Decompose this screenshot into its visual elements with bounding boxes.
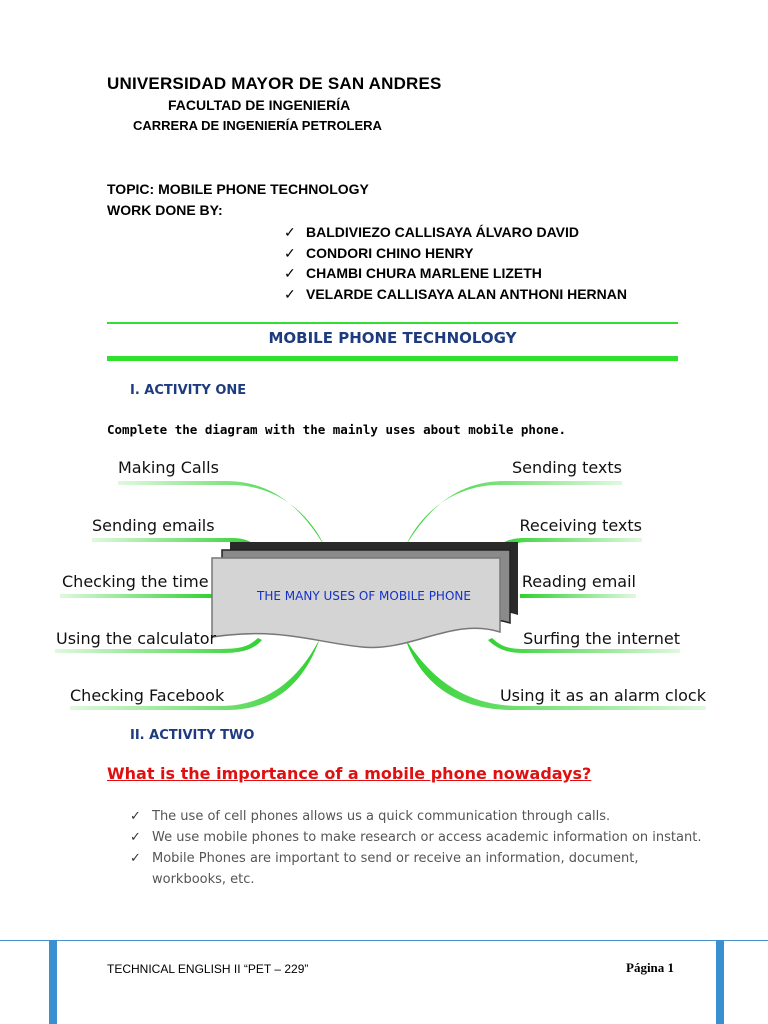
branch-reading-email — [520, 594, 636, 598]
author-item — [284, 263, 627, 284]
activity-two-heading: II. ACTIVITY TWO — [130, 728, 255, 743]
author-name: BALDIVIEZO CALLISAYA ÁLVARO DAVID — [306, 224, 580, 240]
label-making-calls: Making Calls — [118, 458, 219, 477]
check-icon: ✓ — [284, 265, 296, 281]
author-item — [284, 243, 627, 264]
label-using-calculator: Using the calculator — [56, 629, 217, 648]
mind-map-diagram — [0, 450, 768, 725]
check-icon: ✓ — [284, 244, 296, 261]
work-done-by-label: WORK DONE BY: — [107, 202, 223, 218]
activity-one-instruction: Complete the diagram with the mainly uses about mobile phone. — [107, 422, 567, 437]
university-name: UNIVERSIDAD MAYOR DE SAN ANDRES — [107, 74, 442, 93]
label-sending-texts: Sending texts — [511, 458, 622, 477]
check-icon: ✓ — [284, 285, 296, 302]
topic-line: TOPIC: MOBILE PHONE TECHNOLOGY — [107, 181, 369, 197]
diagram-center-label: THE MANY USES OF MOBILE PHONE — [257, 589, 471, 603]
answer-text: The use of cell phones allows us a quick communication through calls. — [152, 809, 611, 824]
faculty-name: FACULTAD DE INGENIERÍA — [168, 97, 351, 113]
check-icon: ✓ — [284, 224, 296, 240]
main-title: MOBILE PHONE TECHNOLOGY — [268, 329, 517, 347]
label-alarm-clock: Using it as an alarm clock — [499, 686, 706, 705]
footer-right-bar — [716, 940, 724, 1024]
branch-checking-time — [60, 594, 215, 598]
footer-divider — [0, 940, 768, 941]
answer-item — [130, 806, 710, 827]
branch-receiving-texts — [497, 538, 642, 549]
footer-page-number: Página 1 — [626, 960, 675, 975]
label-surfing-internet: Surfing the internet — [523, 629, 680, 648]
footer-left-bar — [49, 940, 57, 1024]
author-name: VELARDE CALLISAYA ALAN ANTHONI HERNAN — [306, 285, 627, 302]
activity-two-question: What is the importance of a mobile phone nowadays? — [107, 764, 592, 783]
center-card-stack — [212, 542, 518, 647]
answer-text: Mobile Phones are important to send or receive an information, document, workbooks, etc. — [152, 851, 639, 887]
branch-making-calls — [118, 481, 325, 547]
answer-text: We use mobile phones to make research or access academic information on instant. — [152, 830, 702, 845]
author-name: CONDORI CHINO HENRY — [306, 244, 474, 261]
label-checking-facebook: Checking Facebook — [70, 686, 225, 705]
author-item — [284, 284, 627, 305]
career-name: CARRERA DE INGENIERÍA PETROLERA — [133, 118, 382, 133]
label-sending-emails: Sending emails — [92, 516, 215, 535]
label-checking-time: Checking the time — [62, 572, 209, 591]
footer-course: TECHNICAL ENGLISH II “PET – 229” — [107, 962, 309, 976]
answer-item — [130, 827, 710, 848]
check-icon: ✓ — [130, 830, 141, 845]
title-divider-top — [107, 322, 678, 324]
activity-one-heading: I. ACTIVITY ONE — [130, 383, 247, 398]
title-divider-bottom — [107, 356, 678, 361]
label-receiving-texts: Receiving texts — [519, 516, 642, 535]
branch-sending-texts — [405, 481, 622, 547]
label-reading-email: Reading email — [521, 572, 636, 591]
authors-list — [284, 222, 627, 304]
author-name: CHAMBI CHURA MARLENE LIZETH — [306, 265, 542, 281]
check-icon: ✓ — [130, 809, 141, 824]
answer-item — [130, 848, 710, 890]
author-item — [284, 222, 627, 243]
answers-list — [130, 806, 710, 890]
check-icon: ✓ — [130, 851, 141, 866]
